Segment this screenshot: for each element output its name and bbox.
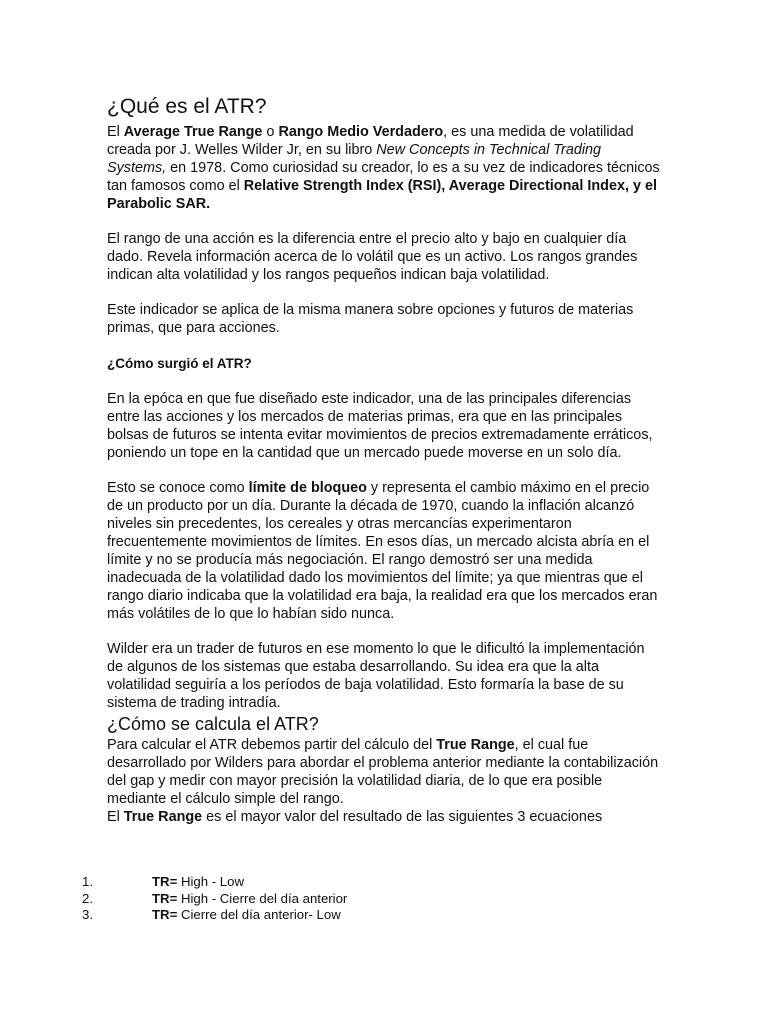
equation-text: [152, 891, 347, 908]
intro-text-4: en 1978. Como curiosidad su creador, lo es a su vez de indicadores técnicos tan famosos como el: [107, 160, 660, 194]
equation-text: [152, 907, 341, 924]
calc-term-true-range: True Range: [436, 737, 515, 753]
equation-label: TR=: [152, 907, 178, 922]
page-title: ¿Qué es el ATR?: [107, 95, 267, 118]
calc-text-2: , el cual fue desarrollado por Wilders para abordar el problema anterior mediante la contabilización del gap y medir con mayor precisión la volatilidad diaria, de lo que era posible mediante el cálculo simple del rango.: [107, 737, 659, 807]
paragraph-options: Este indicador se aplica de la misma manera sobre opciones y futuros de materias primas, que para acciones.: [107, 302, 634, 336]
intro-book-title: New Concepts in Technical Trading Systems,: [107, 142, 602, 176]
paragraph-calc: [107, 736, 663, 808]
intro-text-3: , es una medida de volatilidad creada por J. Welles Wilder Jr, en su libro: [107, 124, 634, 158]
equation-label: TR=: [152, 874, 178, 889]
limit-text-2: y representa el cambio máximo en el precio de un producto por un día. Durante la década de 1970, cuando la inflación alcanzó niveles sin precedentes, los cereales y otras mercancías experimentaron frecuentemente movimientos de límites. En esos días, un mercado alcista abría en el límite y no se producía más negociación. El rango demostró ser una medida inadecuada de la volatilidad dado los movimientos del límite; ya que mientras que el rango diario indicaba que la volatilidad era baja, la realidad era que los mercados eran más volátiles de lo que lo habían sido nunca.: [107, 480, 658, 622]
equation-item: [0, 907, 768, 924]
calc-text-1: Para calcular el ATR debemos partir del cálculo del: [107, 737, 437, 753]
equation-list: [0, 874, 768, 924]
tr-text-1: El: [107, 809, 124, 825]
paragraph-history: En la epóca en que fue diseñado este indicador, una de las principales diferencias entre las acciones y los mercados de materias primas, era que en las principales bolsas de futuros se intenta evitar movimientos de precios extremadamente erráticos, poniendo un tope en la cantidad que un mercado puede moverse en un solo día.: [107, 391, 653, 461]
paragraph-limit: [107, 479, 663, 623]
intro-text-1: El: [107, 124, 124, 140]
limit-text-1: Esto se conoce como: [107, 480, 249, 496]
equation-expression: Cierre del día anterior- Low: [177, 907, 341, 922]
equation-expression: High - Cierre del día anterior: [177, 890, 348, 906]
paragraph-wilder: Wilder era un trader de futuros en ese momento lo que le dificultó la implementación de algunos de los sistemas que estaba desarrollando. Su idea era que la alta volatilidad seguiría a los períodos de baja volatilidad. Esto formaría la base de su sistema de trading intradía.: [107, 641, 645, 711]
section-heading-calc: ¿Cómo se calcula el ATR?: [107, 714, 319, 734]
limit-term: límite de bloqueo: [248, 480, 367, 496]
intro-term-rango-medio: Rango Medio Verdadero: [278, 124, 444, 140]
equation-number: 2.: [82, 890, 93, 906]
equation-number: 3.: [82, 907, 93, 922]
equation-text: [152, 874, 244, 891]
document-body: [107, 93, 663, 826]
intro-paragraph: [107, 123, 663, 213]
equation-item: [0, 891, 768, 908]
paragraph-true-range: [107, 808, 663, 826]
equation-expression: High - Low: [177, 874, 244, 889]
tr-text-2: es el mayor valor del resultado de las siguientes 3 ecuaciones: [202, 809, 603, 825]
tr-term: True Range: [123, 809, 203, 825]
intro-text-2: o: [262, 124, 279, 140]
paragraph-range: El rango de una acción es la diferencia entre el precio alto y bajo en cualquier día dado. Revela información acerca de lo volátil que es un activo. Los rangos grandes indican alta volatilidad y los rangos pequeños indican baja volatilidad.: [107, 231, 638, 283]
equation-item: [0, 874, 768, 891]
equation-number: 1.: [82, 874, 93, 889]
equation-label: TR=: [152, 890, 178, 906]
subheading-origin: ¿Cómo surgió el ATR?: [107, 356, 252, 371]
intro-term-average-true-range: Average True Range: [123, 124, 263, 140]
intro-indicators: Relative Strength Index (RSI), Average Directional Index, y el Parabolic SAR.: [107, 178, 657, 212]
